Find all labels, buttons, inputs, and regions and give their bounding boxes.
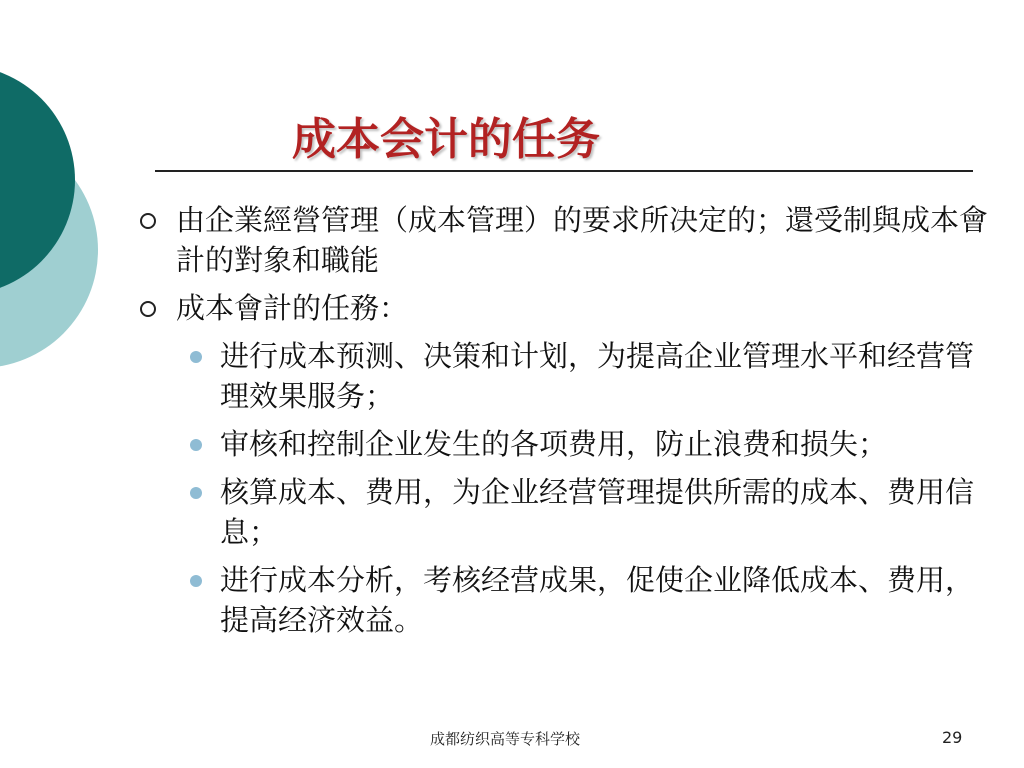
- dot-bullet-icon: [190, 439, 202, 451]
- sub-bullet-item: [140, 336, 1000, 416]
- dot-bullet-icon: [190, 575, 202, 587]
- bullet-item: [140, 288, 1000, 328]
- hollow-circle-bullet-icon: [140, 213, 156, 229]
- sub-bullet-text: 核算成本、费用，为企业经营管理提供所需的成本、费用信息；: [220, 475, 975, 549]
- title-underline: [155, 170, 973, 172]
- sub-bullet-text: 进行成本分析，考核经营成果，促使企业降低成本、费用，提高经济效益。: [220, 563, 975, 637]
- decorative-circles: [0, 0, 130, 420]
- page-number: 29: [942, 728, 963, 747]
- sub-bullet-text: 审核和控制企业发生的各项费用，防止浪费和损失；: [220, 427, 888, 461]
- dot-bullet-icon: [190, 487, 202, 499]
- sub-bullet-text: 进行成本预测、决策和计划，为提高企业管理水平和经营管理效果服务；: [220, 339, 975, 413]
- footer-school-name: 成都纺织高等专科学校: [430, 730, 581, 748]
- bullet-text: 由企業經營管理（成本管理）的要求所决定的；還受制與成本會計的對象和職能: [176, 203, 989, 277]
- sub-bullet-item: [140, 424, 1000, 464]
- sub-bullet-item: [140, 560, 1000, 640]
- sub-bullet-item: [140, 472, 1000, 552]
- slide-content: [140, 200, 1000, 648]
- dot-bullet-icon: [190, 351, 202, 363]
- hollow-circle-bullet-icon: [140, 301, 156, 317]
- bullet-text: 成本會計的任務：: [176, 291, 409, 325]
- slide-footer: [0, 726, 1024, 750]
- bullet-item: [140, 200, 1000, 280]
- slide-title: 成本会计的任务: [292, 114, 600, 165]
